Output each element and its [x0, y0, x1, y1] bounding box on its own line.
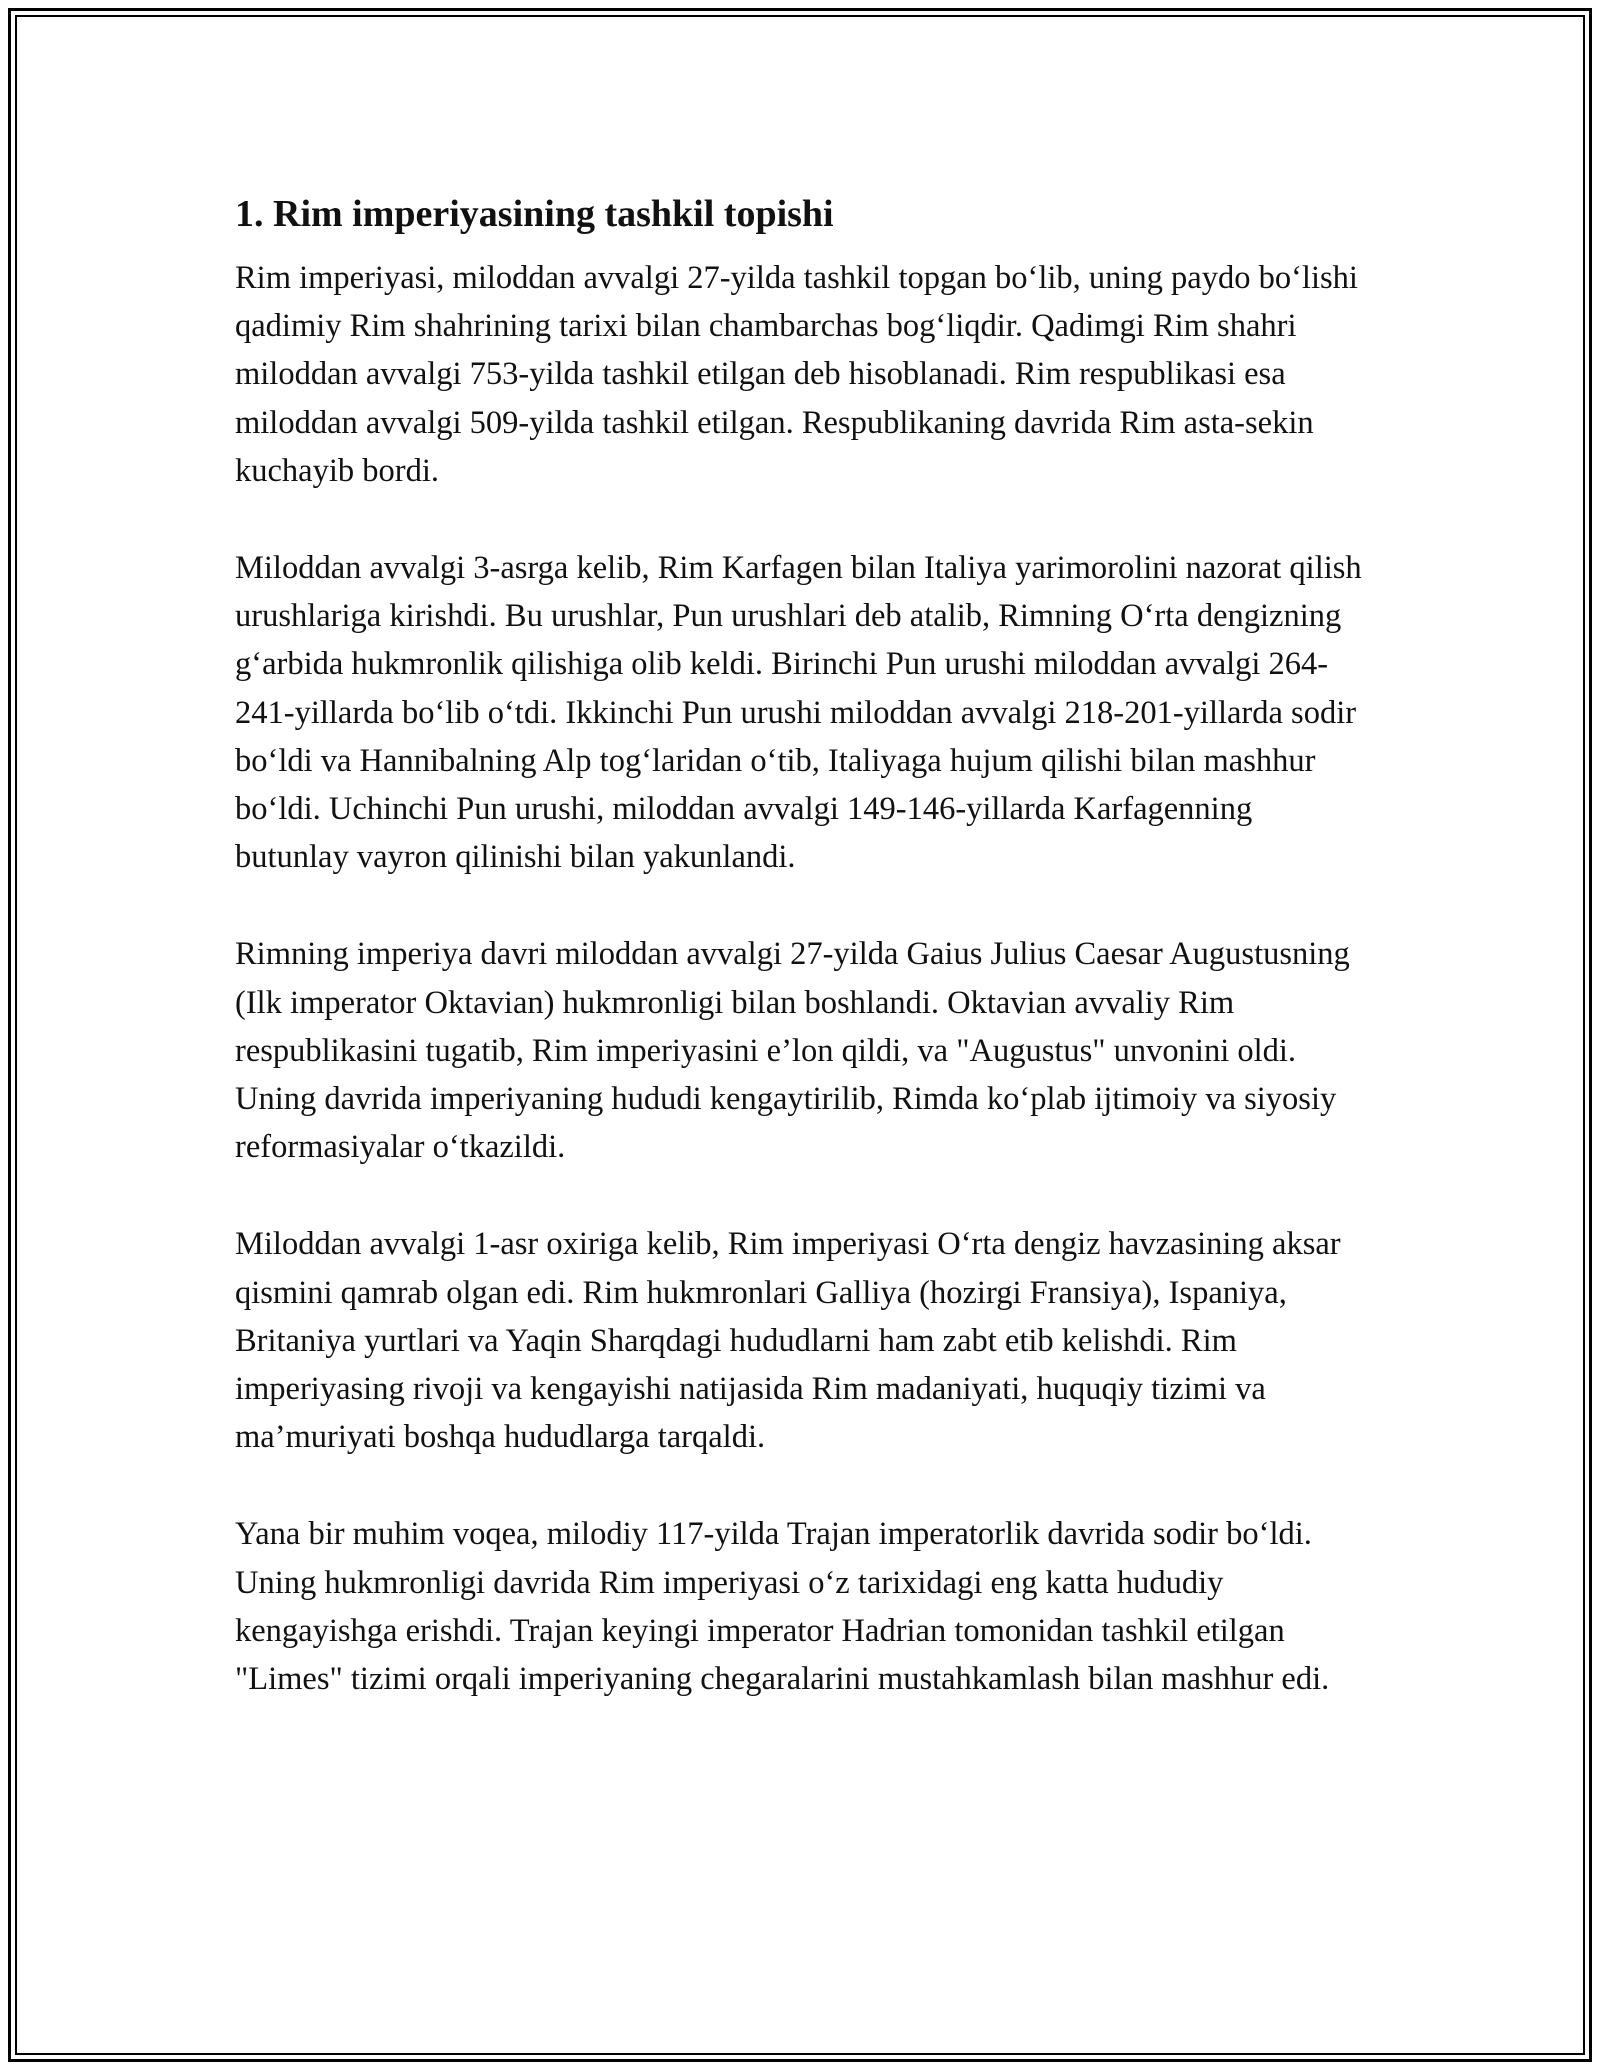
paragraph-5: Yana bir muhim voqea, milodiy 117-yilda Trajan imperatorlik davrida sodir bo‘ldi. Uning hukmronligi davrida Rim imperiyasi o‘z tarixidagi eng katta hududiy kengayishga erishdi. Trajan keyingi imperator Hadrian tomonidan tashkil etilgan "Limes" tizimi orqali imperiyaning chegaralarini mustahkamlash bilan mashhur edi. — [235, 1516, 1330, 1698]
section-title: 1. Rim imperiyasining tashkil topishi — [235, 193, 834, 235]
paragraph-4: Miloddan avvalgi 1-asr oxiriga kelib, Rim imperiyasi O‘rta dengiz havzasining aksar qismini qamrab olgan edi. Rim hukmronlari Galliya (hozirgi Fransiya), Ispaniya, Britaniya yurtlari va Yaqin Sharqdagi hududlarni ham zabt etib kelishdi. Rim imperiyasing rivoji va kengayishi natijasida Rim madaniyati, huquqiy tizimi va ma’muriyati boshqa hududlarga tarqaldi. — [235, 1226, 1341, 1456]
paragraph-1: Rim imperiyasi, miloddan avvalgi 27-yilda tashkil topgan bo‘lib, uning paydo bo‘lishi qadimiy Rim shahrining tarixi bilan chambarchas bog‘liqdir. Qadimgi Rim shahri miloddan avvalgi 753-yilda tashkil etilgan deb hisoblanadi. Rim respublikasi esa miloddan avvalgi 509-yilda tashkil etilgan. Respublikaning davrida Rim asta-sekin kuchayib bordi. — [235, 260, 1358, 489]
paragraph-2: Miloddan avvalgi 3-asrga kelib, Rim Karfagen bilan Italiya yarimorolini nazorat qilish urushlariga kirishdi. Bu urushlar, Pun urushlari deb atalib, Rimning O‘rta dengizning g‘arbida hukmronlik qilishiga olib keldi. Birinchi Pun urushi miloddan avvalgi 264-241-yillarda bo‘lib o‘tdi. Ikkinchi Pun urushi miloddan avvalgi 218-201-yillarda sodir bo‘ldi va Hannibalning Alp tog‘laridan o‘tib, Italiyaga hujum qilishi bilan mashhur bo‘ldi. Uchinchi Pun urushi, miloddan avvalgi 149-146-yillarda Karfagenning butunlay vayron qilinishi bilan yakunlandi. — [235, 550, 1362, 876]
document-body — [235, 188, 1365, 1752]
paragraph-3: Rimning imperiya davri miloddan avvalgi 27-yilda Gaius Julius Caesar Augustusning (Ilk imperator Oktavian) hukmronligi bilan boshlandi. Oktavian avvaliy Rim respublikasini tugatib, Rim imperiyasini e’lon qildi, va "Augustus" unvonini oldi. Uning davrida imperiyaning hududi kengaytirilib, Rimda ko‘plab ijtimoiy va siyosiy reformasiyalar o‘tkazildi. — [235, 936, 1350, 1166]
